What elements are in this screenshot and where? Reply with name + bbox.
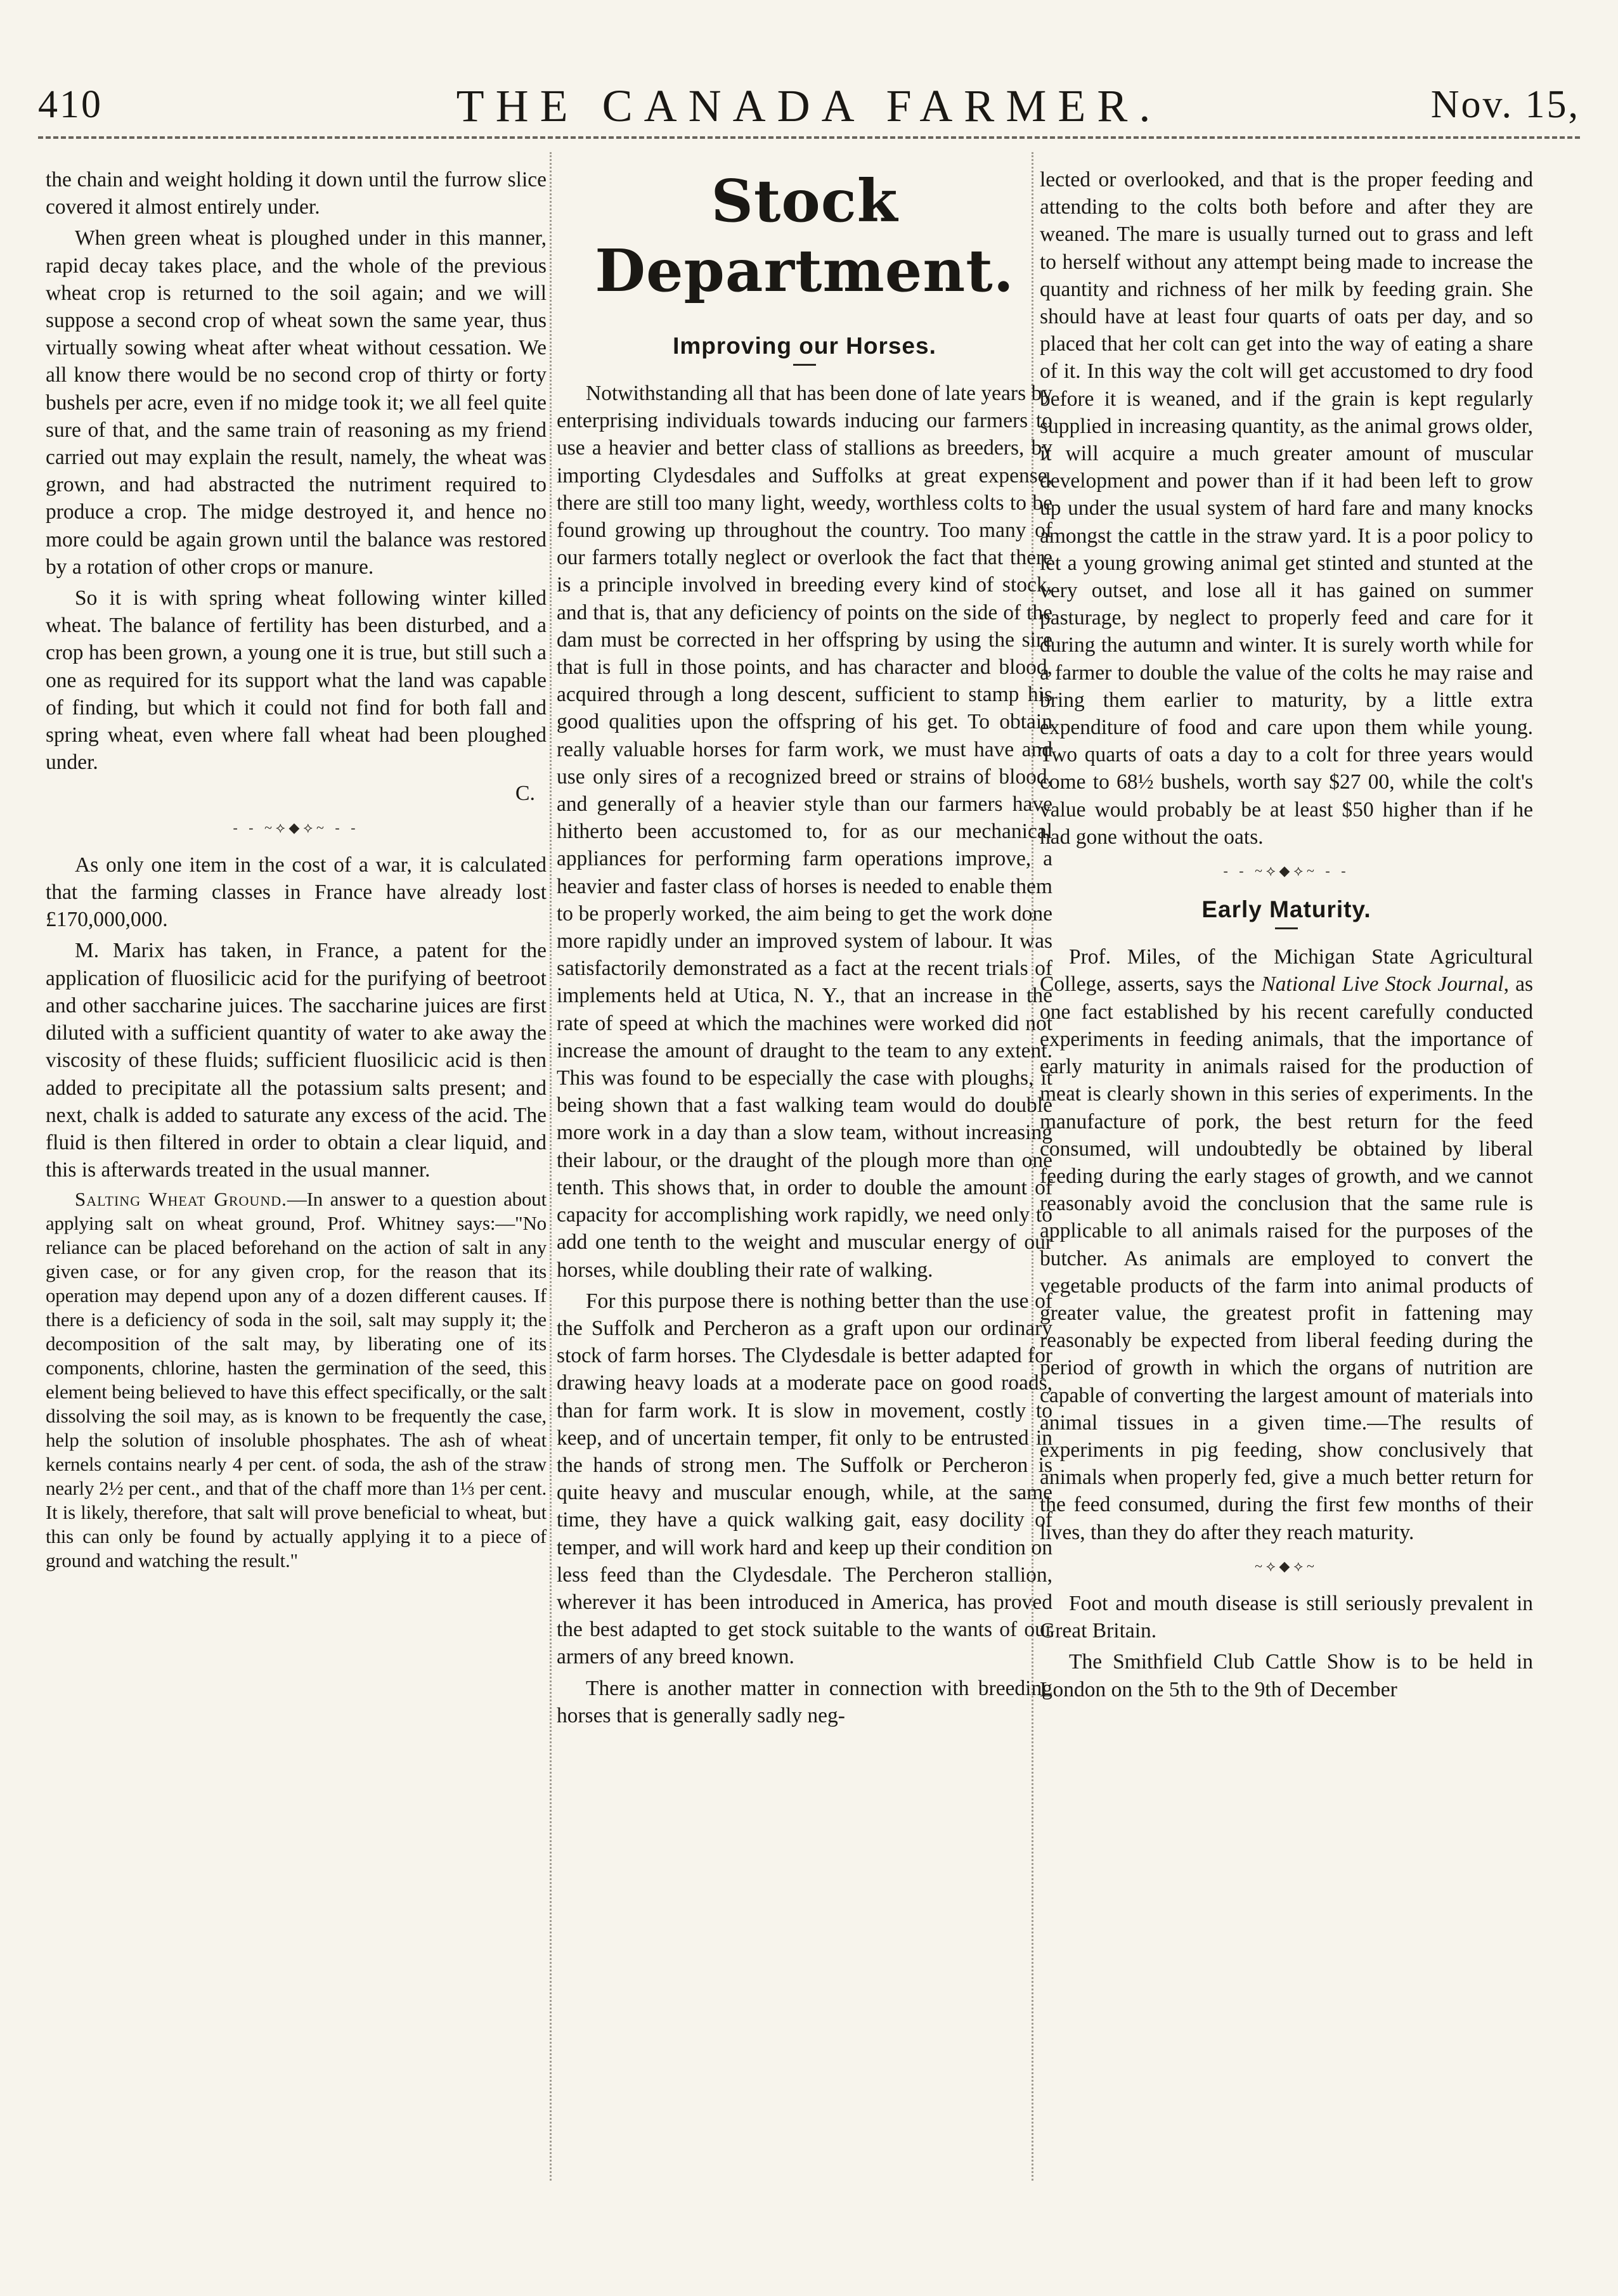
paragraph-text: , as one fact established by his recent carefully conducted experiments in feeding animals, that the importance of early maturity in animals raised for the production of meat is clearly shown in this series of experiments. In the manufacture of pork, the best return for the feed consumed, will undoubtedly be obtained by liberal feeding during the early stages of growth, and we cannot reasonably avoid the conclusion that the same rule is applicable to all animals raised for the purposes of the butcher. As animals are employed to convert the vegetable products of the farm into animal products of greater value, the greatest profit in fattening may reasonably be expected from liberal feeding during the period of growth in which the organs of nutrition are capable of converting the largest amount of materials into animal tissues in a given time.—The results of experiments in pig feeding, show conclusively that animals when properly fed, give a much better return for the feed consumed, during the first few months of their lives, than they do after they reach maturity.	[1040, 972, 1533, 1544]
column-right	[1040, 166, 1533, 1707]
paragraph: the chain and weight holding it down until the furrow slice covered it almost entirely under.	[46, 168, 547, 219]
issue-date: Nov. 15,	[1430, 83, 1580, 126]
header-rule	[38, 136, 1580, 139]
paragraph: So it is with spring wheat following winter killed wheat. The balance of fertility has been disturbed, and a crop has been grown, a young one it is true, but still such a one as required for its support what the land was capable of finding, but which it could not find for both fall and spring wheat, even where fall wheat had been ploughed under.	[46, 586, 547, 775]
section-ornament: ~⟡◆⟡~	[1255, 1558, 1318, 1574]
heading-rule	[1275, 927, 1298, 929]
heading-rule	[793, 364, 816, 366]
page-header	[38, 76, 1580, 139]
paragraph: M. Marix has taken, in France, a patent for the application of fluosilicic acid for the purifying of beetroot and other saccharine juices. The saccharine juices are first diluted with a sufficient quantity of water to ake away the viscosity of these fluids; sufficient fluosilicic acid is then added to precipitate all the potassium salts present; and next, chalk is added to saturate any excess of the acid. The fluid is then filtered in order to obtain a clear liquid, and this is afterwards treated in the usual manner.	[46, 939, 547, 1182]
author-signature: C.	[515, 782, 535, 806]
paragraph: Foot and mouth disease is still seriously prevalent in Great Britain.	[1040, 1591, 1533, 1643]
paragraph: Notwithstanding all that has been done of late years by enterprising individuals towards inducing our farmers to use a heavier and better class of stallions as breeders, by importing Clydesdales and Suffolks at great expense, there are still too many light, weedy, worthless colts to be found growing up throughout the country. Too many of our farmers totally neglect or overlook the fact that there is a principle involved in breeding every kind of stock, and that is, that any deficiency of points on the side of the dam must be corrected in her offspring by using the sire that is full in those points, and has character and blood, acquired through a long descent, sufficient to stamp his good qualities upon the offspring of his get. To obtain really valuable horses for farm work, we must have and use only sires of a recognized breed or strains of blood, and generally of a heavier style than our farmers have hitherto been accustomed to, for as our mechanical appliances for performing farm operations improve, a heavier and faster class of horses is needed to enable them to be properly worked, the aim being to get the work done more rapidly under an improved system of labour. It was satisfactorily demonstrated as a fact at the recent trials of implements held at Utica, N. Y., that an increase in the rate of speed at which the machines were worked did not increase the amount of draught to the team to any extent. This was found to be especially the case with ploughs, it being shown that a fast walking team would do double more work in a day than a slow team, without increasing their labour, or the draught of the plough more than one tenth. This shows that, in order to double the amount of capacity for accomplishing work rapidly, we need only to add one tenth to the weight and muscular energy of our horses, while doubling their rate of walking.	[557, 382, 1052, 1282]
masthead-title: THE CANADA FARMER.	[456, 81, 1162, 131]
run-in-heading: Salting Wheat Ground.	[75, 1188, 287, 1211]
article-heading: Early Maturity.	[1201, 896, 1371, 923]
section-ornament: - - ~⟡◆⟡~ - -	[233, 819, 359, 835]
paragraph: As only one item in the cost of a war, it is calculated that the farming classes in France have already lost £170,000,000.	[46, 853, 547, 932]
paragraph-text: —In answer to a question about applying salt on wheat ground, Prof. Whitney says:—"No reliance can be placed beforehand on the action of salt in any given case, or for any given crop, for the reason that its operation may depend upon any of a dozen different causes. If there is a deficiency of soda in the soil, salt may supply it; the decomposition of the salt may, by liberating one of its components, chlorine, hasten the germination of the seed, this element being believed to have this effect specifically, or the salt dissolving the soil may, as is known to be frequently the case, help the solution of insoluble phosphates. The ash of wheat kernels contains nearly 4 per cent. of soda, the ash of the straw nearly 2½ per cent., and that of the chaff more than 1⅓ per cent. It is likely, therefore, that salt will prove beneficial to wheat, but this can only be found by actually applying it to a piece of ground and watching the result."	[46, 1188, 547, 1572]
paragraph-text: Prof. Miles, of the Michigan State Agricultural College, asserts, says the	[1040, 945, 1533, 996]
paragraph: When green wheat is ploughed under in this manner, rapid decay takes place, and the whole of the previous wheat crop is returned to the soil again; and we will suppose a second crop of wheat sown the same year, thus virtually sowing wheat after wheat without cessation. We all know there would be no second crop of thirty or forty bushels per acre, even if no midge took it; we all feel quite sure of that, and the same train of reasoning as my friend carried out may explain the result, namely, the wheat was grown, and had abstracted the nutriment required to produce a crop. The midge destroyed it, and hence no more could be again grown until the balance was restored by a rotation of other crops or manure.	[46, 226, 547, 579]
paragraph: For this purpose there is nothing better than the use of the Suffolk and Percheron as a graft upon our ordinary stock of farm horses. The Clydesdale is better adapted for drawing heavy loads at a moderate pace on good roads, than for farm work. It is slow in movement, costly to keep, and of uncertain temper, fit only to be entrusted in the hands of strong men. The Suffolk or Percheron is quite heavy and muscular enough, while, at the same time, they have a quick walking gait, easy docility of temper, and will work hard and keep up their condition on less feed than the Clydesdale. The Percheron stallion, wherever it has been introduced in America, has proved the best adapted to get stock suitable to the wants of our armers of any breed known.	[557, 1289, 1052, 1669]
paragraph: lected or overlooked, and that is the proper feeding and attending to the colts both before and after they are weaned. The mare is usually turned out to grass and left to herself without any attempt being made to increase the quantity and richness of her milk by feeding grain. She should have at least four quarts of oats per day, and so placed that her colt can get into the way of eating a share of it. In this way the colt will get accustomed to dry food before it is weaned, and if the grain is kept regularly supplied in increasing quantity, as the animal grows older, it will acquire a much greater amount of muscular development and power than if it had been left to grow up under the usual system of hard fare and many knocks amongst the cattle in the straw yard. It is a poor policy to let a young growing animal get stinted and stunted at the very outset, and lose all it has gained on summer pasturage, by neglect to properly feed and care for it during the autumn and winter. It is surely worth while for a farmer to double the value of the colts he may raise and bring them earlier to maturity, by a little extra expenditure of food and care upon them while young. Two quarts of oats a day to a colt for three years would come to 68½ bushels, worth say $27 00, while the colt's value would probably be at least $50 higher than if he had gone without the oats.	[1040, 168, 1533, 849]
journal-title: National Live Stock Journal	[1261, 972, 1504, 996]
column-left	[46, 166, 547, 1577]
column-middle	[557, 166, 1052, 1733]
department-heading: Stock Department.	[595, 167, 1014, 305]
section-ornament: - - ~⟡◆⟡~ - -	[1223, 863, 1350, 879]
paragraph-salting-wheat	[46, 1187, 547, 1573]
paragraph-early-maturity	[1040, 943, 1533, 1545]
article-heading: Improving our Horses.	[673, 333, 936, 359]
column-divider	[550, 152, 552, 2181]
paragraph: The Smithfield Club Cattle Show is to be held in London on the 5th to the 9th of December	[1040, 1650, 1533, 1701]
page-number: 410	[38, 83, 103, 126]
paragraph: There is another matter in connection with breeding horses that is generally sadly neg-	[557, 1676, 1052, 1727]
